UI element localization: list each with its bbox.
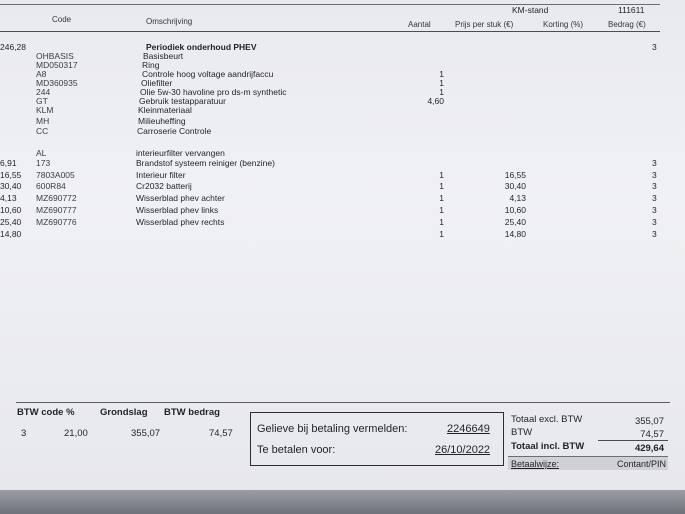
payment-method-label: Betaalwijze:	[511, 459, 560, 469]
header-rule	[0, 31, 660, 32]
line-item-description: Cr2032 batterij	[136, 181, 192, 191]
vat-code-label: BTW code %	[17, 407, 75, 418]
line-item-description: Interieur filter	[136, 170, 186, 180]
payment-method-value: Contant/PIN	[616, 459, 666, 469]
line-item-code: CC	[36, 126, 49, 136]
totals-rule	[598, 440, 668, 441]
vat-base-label: Grondslag	[100, 407, 148, 418]
col-description: Omschrijving	[146, 17, 193, 26]
line-item-quantity: 1	[439, 78, 444, 88]
line-item-description: Wisserblad phev links	[136, 205, 219, 215]
line-item-amount: 30,40	[0, 181, 22, 191]
vat-amount-value: 74,57	[209, 428, 233, 439]
total-incl-label: Totaal incl. BTW	[511, 441, 585, 452]
line-item-code: MZ690772	[36, 193, 77, 203]
vat-total-value: 74,57	[640, 429, 664, 440]
line-item-code: MZ690777	[36, 205, 77, 215]
line-item-code: 7803A005	[36, 170, 75, 180]
km-value: 111611	[618, 5, 645, 15]
line-item-row	[0, 229, 685, 241]
line-item-description: Controle hoog voltage aandrijfaccu	[142, 69, 274, 79]
line-item-description: Kleinmateriaal	[138, 105, 192, 115]
line-item-description: interieurfilter vervangen	[136, 148, 225, 158]
line-item-code: A8	[36, 69, 47, 79]
line-item-quantity: 1	[439, 217, 444, 227]
total-excl-label: Totaal excl. BTW	[511, 414, 583, 425]
line-item-vat-code: 3	[652, 158, 657, 168]
line-item-description: Brandstof systeem reiniger (benzine)	[136, 158, 275, 168]
line-item-description: Olie 5w-30 havoline pro ds-m synthetic	[140, 87, 287, 97]
col-discount: Korting (%)	[543, 20, 584, 29]
line-item-code: 244	[36, 87, 51, 97]
summary-rule	[16, 402, 670, 403]
total-excl-value: 355,07	[634, 416, 664, 427]
line-item-unit-price: 4,13	[509, 193, 526, 203]
background-surface	[0, 490, 685, 514]
line-item-unit-price: 14,80	[504, 229, 526, 239]
line-item-row	[0, 193, 685, 205]
vat-base-value: 355,07	[131, 428, 161, 439]
due-label: Te betalen voor:	[257, 444, 336, 456]
line-item-quantity: 1	[439, 69, 444, 79]
line-item-vat-code: 3	[652, 217, 657, 227]
line-item-code: GT	[36, 96, 48, 106]
line-item-amount: 4,13	[0, 193, 17, 203]
line-item-quantity: 1	[439, 87, 444, 97]
col-unit-price: Prijs per stuk (€)	[455, 20, 514, 29]
line-item-amount: 6,91	[0, 158, 17, 168]
line-item-code: AL	[36, 148, 47, 158]
col-code: Code	[52, 15, 72, 24]
line-item-vat-code: 3	[652, 170, 657, 180]
vat-total-label: BTW	[511, 427, 533, 438]
line-item-unit-price: 16,55	[504, 170, 526, 180]
line-item-description: Periodiek onderhoud PHEV	[146, 42, 257, 52]
line-item-vat-code: 3	[652, 181, 657, 191]
line-item-row	[0, 181, 685, 193]
line-item-unit-price: 25,40	[504, 217, 526, 227]
reference-label: Gelieve bij betaling vermelden:	[257, 423, 408, 435]
line-item-vat-code: 3	[652, 205, 657, 215]
km-label: KM-stand	[512, 5, 549, 15]
vat-code-value: 3	[21, 428, 27, 439]
line-item-quantity: 1	[439, 205, 444, 215]
line-item-code: MD050317	[36, 60, 78, 70]
total-incl-value: 429,64	[634, 443, 664, 454]
vat-rate-value: 21,00	[64, 428, 88, 439]
line-item-code: 600R84	[36, 181, 66, 191]
line-item-row	[0, 126, 685, 138]
line-item-unit-price: 10,60	[504, 205, 526, 215]
line-item-quantity: 1	[439, 193, 444, 203]
line-item-amount: 10,60	[0, 205, 22, 215]
col-quantity: Aantal	[408, 20, 431, 29]
due-value: 26/10/2022	[435, 444, 491, 456]
line-item-code: 173	[36, 158, 51, 168]
line-item-description: Basisbeurt	[143, 51, 184, 61]
payment-reference-box	[250, 412, 504, 466]
line-item-vat-code: 3	[652, 193, 657, 203]
line-item-amount: 25,40	[0, 217, 22, 227]
line-item-row	[0, 205, 685, 217]
top-rule	[0, 4, 660, 5]
line-item-description: Gebruik testapparatuur	[139, 96, 226, 106]
line-item-vat-code: 3	[652, 229, 657, 239]
col-amount: Bedrag (€)	[608, 20, 646, 29]
line-item-code: MZ690776	[36, 217, 77, 227]
line-item-amount: 16,55	[0, 170, 22, 180]
line-item-quantity: 4,60	[427, 96, 444, 106]
line-item-code: KLM	[36, 105, 54, 115]
line-item-code: OHBASIS	[36, 51, 74, 61]
line-item-row	[0, 217, 685, 229]
line-item-code: MD360935	[36, 78, 78, 88]
vat-amount-label: BTW bedrag	[164, 407, 220, 418]
line-item-amount: 14,80	[0, 229, 22, 239]
line-item-code: MH	[36, 116, 50, 126]
line-item-row	[0, 158, 685, 170]
line-item-description: Wisserblad phev rechts	[136, 217, 225, 227]
line-item-description: Wisserblad phev achter	[136, 193, 225, 203]
line-item-quantity: 1	[439, 170, 444, 180]
line-item-quantity: 1	[439, 181, 444, 191]
line-item-description: Carroserie Controle	[137, 126, 212, 136]
line-item-description: Oliefilter	[141, 78, 173, 88]
line-item-quantity: 1	[439, 229, 444, 239]
line-item-description: Ring	[142, 60, 160, 70]
line-item-vat-code: 3	[652, 42, 657, 52]
line-item-description: Milieuheffing	[138, 116, 186, 126]
reference-value: 2246649	[447, 423, 490, 435]
line-item-amount: 246,28	[0, 42, 26, 52]
line-item-unit-price: 30,40	[504, 181, 526, 191]
